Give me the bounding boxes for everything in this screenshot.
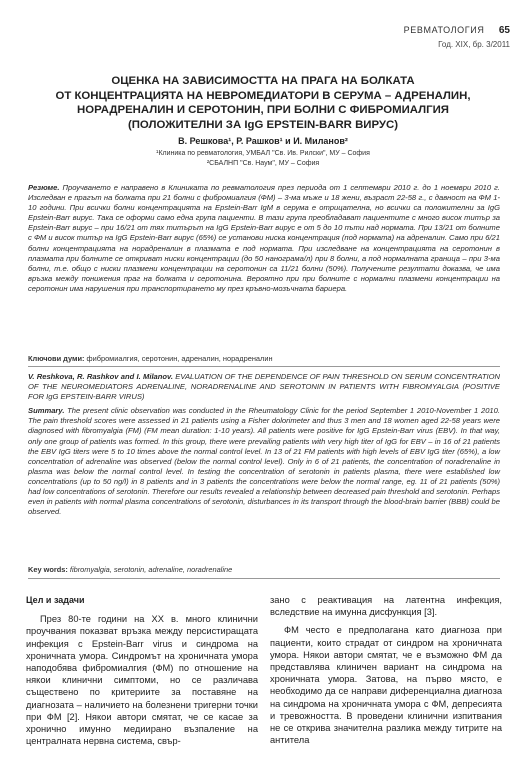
- keywords-en-text: fibromyalgia, serotonin, adrenaline, noradrenaline: [69, 565, 233, 574]
- title-line-1: ОЦЕНКА НА ЗАВИСИМОСТТА НА ПРАГА НА БОЛКАТА: [111, 75, 415, 87]
- divider: [28, 578, 500, 579]
- summary-label: Summary.: [28, 406, 65, 416]
- authors: В. Решкова¹, Р. Рашков¹ и И. Миланов²: [178, 136, 348, 146]
- english-authors: V. Reshkova, R. Rashkov and I. Milanov.: [28, 372, 173, 381]
- affiliation-1: ¹Клиника по ревматология, УМБАЛ "Св. Ив. Рилски", МУ – София: [156, 150, 370, 157]
- issue-info: Год. XIX, бр. 3/2011: [438, 40, 510, 49]
- title-line-2: ОТ КОНЦЕНТРАЦИЯТА НА НЕВРОМЕДИАТОРИ В СЕРУМА – АДРЕНАЛИН,: [55, 89, 471, 102]
- body-paragraph: През 80-те години на XX в. много клинични проучвания показват връзка между персистиращата инфекция с Epstein-Barr virus и синдрома на хроничната умора. Синдромът на хроничната умора наподобява фибромиалгия (ФМ) по отношение на някои клинични симптоми, но се различава съществено по критериите за поставяне на диагнозата – наличието на болезнени тригерни точки при ФМ [2]. Някои автори смятат, че се касае за хронично имунно медиирано възпаление на централната нервна система, свър-: [26, 614, 258, 747]
- keywords-text: фибромиалгия, серотонин, адреналин, норадреналин: [86, 354, 273, 363]
- abstract-bulgarian: [28, 183, 500, 294]
- keywords-label: Ключови думи:: [28, 354, 85, 363]
- body-column-left: [26, 594, 258, 747]
- section-heading: Цел и задачи: [26, 595, 85, 605]
- keywords-en-label: Key words:: [28, 565, 68, 574]
- abstract-text: Проучването е направено в Клиниката по ревматология през периода от 1 септември 2010 г. до 1 ноември 2010 г. Изследван е прагът на болката при 21 болни с фибромиалгия (ФМ) – 3-ма мъже и 18 жени, възраст 22-58 г., с давност на ФМ 1-10 години. При всички болни концентрацията на Epstein-Barr IgM в серума е отрицателна, но всички са положителни за IgG Epstein-Barr вирус. Така се оформи само една група пациенти. В тази група преобладават пациентите с много висок титър за Epstein-Barr вирус – при 16/21 от тях титърът на IgG Epstein-Barr вирус е от 5 до 10 пъти над нормата. При 13/21 от болните с ФМ и висок титър на IgG Epstein-Barr вирус (65%) се установи ниска концентрация (под нормата) на адреналин. Само при 6/21 болни концентрацията на норадреналин в плазмата е под нормата. При изследване на концентрацията на серотонин в плазмата при болните се откриват ниски концентрации (до 50 нанограма/л) при 8 болни, а под нормалната граница – при 3-ма болни, т.е. общо с ниски плазмени концентрации на серотонин са 11/21 болни (50%). Получените резултати доказва, че има връзка между понижения праг на болката и серотонина. Вероятно при при болните с нормални плазмени концентрации на серотонин има нарушения при транспортирането му през кръвно-мозъчната бариера.: [28, 183, 500, 293]
- title-line-4: (ПОЛОЖИТЕЛНИ ЗА IgG EPSTEIN-BARR ВИРУС): [127, 118, 399, 131]
- english-title: EVALUATION OF THE DEPENDENCE OF PAIN THRESHOLD ON SERUM CONCENTRATION OF THE NEUROMEDIATORS ADRENALINE, NORADRENALINE AND SEROTONIN IN PATIENTS WITH FIBROMYALGIA (POSITIVE FOR IgG EPSTEIN-BARR VIRUS): [28, 372, 500, 402]
- summary-text: The present clinic observation was conducted in the Rheumatology Clinic for the period September 1 2010-November 1 2010. The pain threshold scores were assessed in 21 patients using a Fisher dolorimeter and thus 3 men and 18 women aged 22-58 years were diagnosed with fibromyalgia (FM) (FM mean duration: 1-10 years). All patients were positive for IgG Epstein-Barr virus (EBV). In that way, only one group of patients was formed. In this group, there were prevailing patients with very high titer of IgG for EBV – in 16 of 21 patients the EBV IgG titers were 5 to 10 times above the normal control level. In 13 of 21 FM patients with high levels of EBV IgG titer (65%), a low concentration of adrenaline was observed (below the normal control level). Only in 6 of 21 patients, the concentration of noradrenaline in plasma was below the normal control level. In testing the concentration of serotonin in patients plasma, there were established low concentrations (up to 50 ng/l) in 8 patients and in 3 patients the concentrations were below the normal range, eg. 11 of 21 patients (50%) had low concentrations of serotonin. Therefore our results revealed a relationship between decreased pain threshold and serotonin. Perhaps even in patients with normal plasma concentrations of serotonin, disturbances in its transport through the blood-brain barrier (BBB) could be observed.: [28, 406, 500, 517]
- english-abstract: [28, 372, 500, 517]
- title-line-3: НОРАДРЕНАЛИН И СЕРОТОНИН, ПРИ БОЛНИ С ФИБРОМИАЛГИЯ: [77, 104, 449, 117]
- keywords-english: [28, 565, 232, 574]
- article-title: [20, 74, 506, 132]
- keywords-bulgarian: [28, 354, 273, 363]
- body-paragraph: ФМ често е предполагана като диагноза при пациенти, които страдат от синдром на хроничната умора. Някои автори смятат, че е възможно ФМ да представлява клиничен вариант на синдрома на хроничната умора. Затова, на първо място, е необходимо да се направи диференциална диагноза на синдрома на хроничната умора с ФМ, депресията и тревожността. В проведени клинични изпитвания не се открива значителна разлика между титрите на антитела: [270, 625, 502, 746]
- body-paragraph: зано с реактивация на латентна инфекция, вследствие на имунна дисфункция [3].: [270, 595, 502, 618]
- body-column-right: [270, 594, 502, 746]
- abstract-label: Резюме.: [28, 183, 60, 192]
- running-header: [404, 20, 510, 49]
- page-number: 65: [498, 25, 510, 36]
- divider: [28, 366, 500, 367]
- affiliation-2: ²СБАЛНП "Св. Наум", МУ – София: [206, 160, 320, 167]
- journal-name: РЕВМАТОЛОГИЯ: [403, 25, 485, 35]
